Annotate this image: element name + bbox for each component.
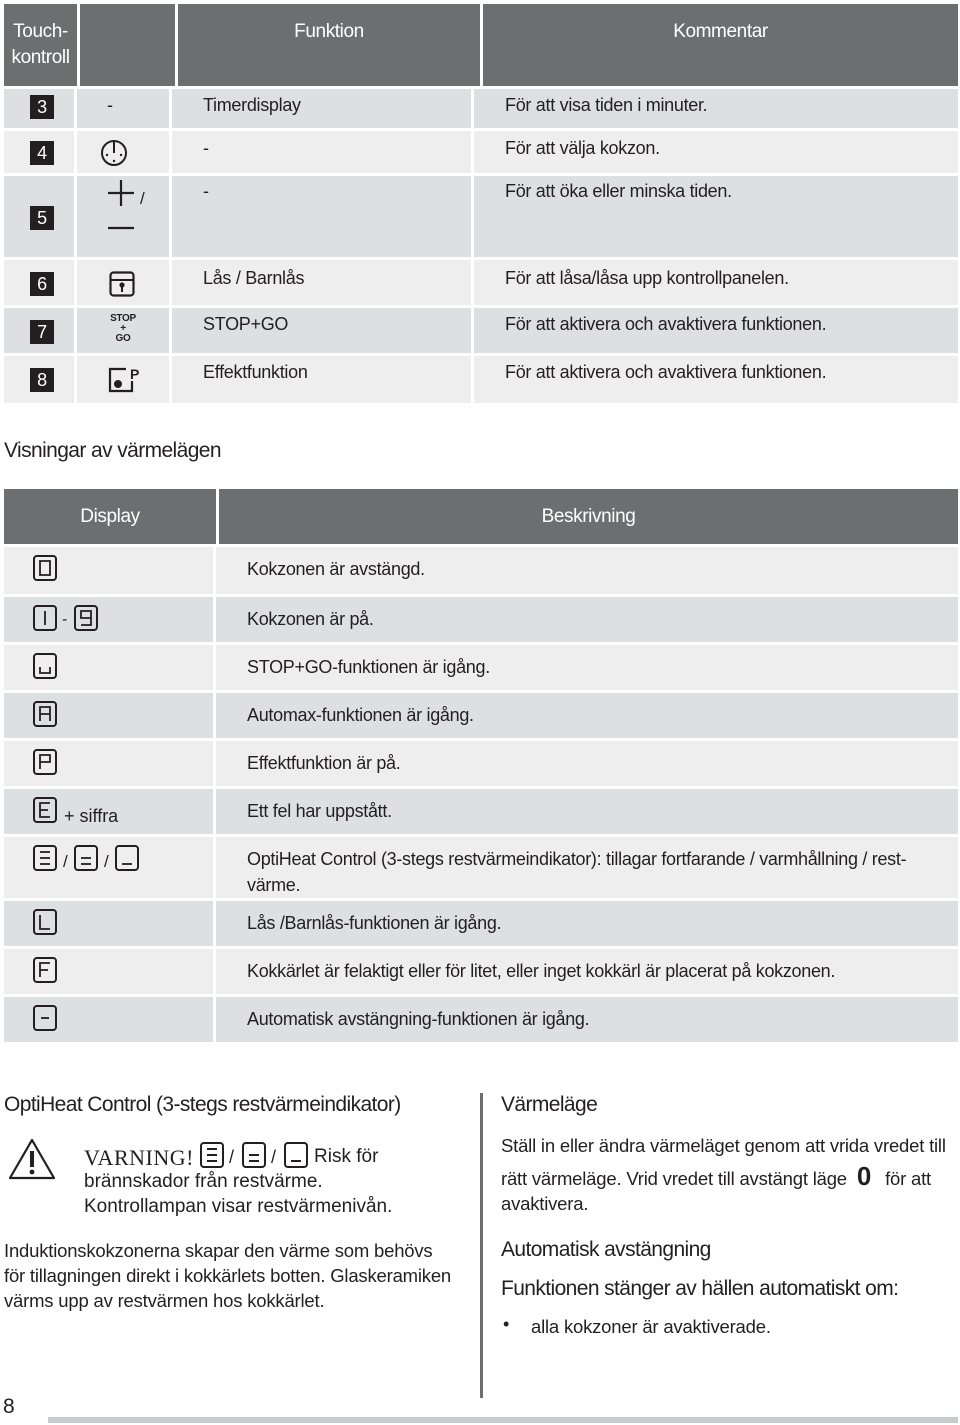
function-label: Effektfunktion — [203, 362, 308, 382]
dash-text: - — [107, 95, 113, 115]
lock-icon — [109, 271, 135, 297]
auto-off-subheading: Funktionen stänger av hällen automatiskt om: — [501, 1277, 899, 1300]
minus-icon — [107, 225, 135, 231]
range-separator: - — [62, 611, 68, 628]
paragraph-line: Induktionskokzonerna skapar den värme som behövs — [4, 1240, 433, 1261]
letter-p-display-icon — [33, 749, 57, 775]
function-label: STOP+GO — [203, 314, 289, 334]
comment-text: För att välja kokzon. — [505, 138, 660, 158]
bullet: • — [503, 1314, 510, 1334]
display-table-header — [4, 489, 958, 544]
slash-separator: / — [63, 852, 68, 871]
paragraph-text: för att — [885, 1168, 931, 1189]
header-funktion: Funktion — [178, 4, 480, 86]
auto-off-heading: Automatisk avstängning — [501, 1238, 711, 1261]
description-cell — [216, 547, 958, 594]
digit-9-display-icon — [74, 605, 98, 631]
row-number: 4 — [30, 141, 54, 165]
controls-table-header — [4, 4, 958, 86]
display-cell — [4, 547, 216, 594]
function-label: Timerdisplay — [203, 95, 301, 115]
row-number: 3 — [30, 95, 54, 119]
power-function-icon — [108, 367, 142, 393]
description-cell — [216, 597, 958, 642]
row-number: 7 — [30, 320, 54, 344]
comment-text: För att låsa/låsa upp kontrollpanelen. — [505, 268, 789, 288]
table-row — [4, 544, 958, 594]
description-cell — [216, 693, 958, 738]
residual-heat-high-icon — [200, 1142, 224, 1168]
paragraph-text: rätt värmeläge. Vrid vredet till avstängt läge — [501, 1168, 847, 1189]
table-row — [4, 128, 958, 173]
letter-a-display-icon — [33, 701, 57, 727]
stop-go-icon — [103, 314, 143, 344]
warning-triangle-icon — [8, 1138, 56, 1180]
table-row — [4, 353, 958, 403]
column-divider — [480, 1093, 483, 1398]
page-number: 8 — [3, 1395, 15, 1418]
row-number: 6 — [30, 272, 54, 296]
comment-text: För att öka eller minska tiden. — [505, 181, 732, 201]
description-text: Kokzonen är på. — [247, 609, 374, 629]
letter-l-display-icon — [33, 909, 57, 935]
paragraph-line — [501, 1161, 958, 1191]
display-cell — [4, 997, 216, 1042]
header-beskrivning: Beskrivning — [219, 489, 958, 544]
paragraph-line: värms upp av restvärmen hos kokkärlet. — [4, 1290, 325, 1311]
description-cell — [216, 645, 958, 690]
stop-go-line: + — [120, 323, 126, 334]
description-text: Automatisk avstängning-funktionen är igång. — [247, 1009, 590, 1029]
description-text: Ett fel har uppstått. — [247, 801, 392, 821]
table-row — [4, 898, 958, 946]
display-cell — [4, 645, 216, 690]
function-label: - — [203, 138, 209, 158]
timer-clock-icon — [99, 138, 129, 168]
comment-text: För att aktivera och avaktivera funktionen. — [505, 314, 827, 334]
residual-heat-low-icon — [115, 845, 139, 871]
slash-separator: / — [140, 189, 145, 208]
stop-go-line: GO — [115, 333, 131, 344]
zero-symbol: 0 — [856, 1161, 872, 1191]
residual-heat-high-icon — [33, 845, 57, 871]
section-heading: Visningar av värmelägen — [4, 439, 221, 462]
paragraph-line: för tillagningen direkt i kokkärlets botten. Glaskeramiken — [4, 1265, 452, 1286]
function-label: Lås / Barnlås — [203, 268, 305, 288]
table-row — [4, 690, 958, 738]
table-row — [4, 834, 958, 898]
digit-0-display-icon — [33, 555, 57, 581]
stop-go-line: STOP — [110, 313, 136, 324]
description-text: Lås /Barnlås-funktionen är igång. — [247, 913, 502, 933]
display-cell — [4, 741, 216, 786]
warning-block — [84, 1140, 474, 1230]
residual-heat-mid-icon — [242, 1142, 266, 1168]
description-text: Kokzonen är avstängd. — [247, 559, 425, 579]
slash-separator: / — [104, 852, 109, 871]
warning-text: Kontrollampan visar restvärmenivån. — [84, 1196, 393, 1217]
description-text: Automax-funktionen är igång. — [247, 705, 474, 725]
header-display: Display — [4, 489, 216, 544]
display-table — [4, 489, 958, 1042]
description-cell — [216, 741, 958, 786]
display-cell — [4, 901, 216, 946]
description-cell — [216, 789, 958, 834]
warning-text: brännskador från restvärme. — [84, 1171, 323, 1192]
warning-label: VARNING! — [84, 1145, 194, 1170]
varmelage-paragraph — [501, 1133, 958, 1216]
table-row — [4, 738, 958, 786]
display-suffix: + siffra — [64, 806, 119, 826]
plus-icon — [107, 179, 135, 207]
header-touchkontroll: Touch- kontroll — [4, 4, 77, 86]
description-text: OptiHeat Control (3-stegs restvärmeindikator): tillagar fortfarande / varmhållning / rest- värme. — [247, 849, 907, 895]
description-text: Effektfunktion är på. — [247, 753, 401, 773]
paragraph-line: avaktivera. — [501, 1193, 589, 1214]
varmelage-heading: Värmeläge — [501, 1093, 598, 1116]
display-cell — [4, 837, 216, 898]
paragraph-line: Ställ in eller ändra värmeläget genom att vrida vredet till — [501, 1135, 946, 1156]
row-number: 8 — [30, 368, 54, 392]
description-cell — [216, 997, 958, 1042]
display-cell — [4, 789, 216, 834]
power-letter: P — [130, 366, 140, 382]
warning-text: Risk för — [314, 1146, 379, 1167]
induction-paragraph — [4, 1238, 474, 1313]
header-empty — [80, 4, 175, 86]
comment-text: För att visa tiden i minuter. — [505, 95, 708, 115]
description-cell — [216, 901, 958, 946]
digit-1-display-icon — [33, 605, 57, 631]
footer-bar — [48, 1417, 958, 1423]
letter-u-display-icon — [33, 653, 57, 679]
row-number: 5 — [30, 206, 54, 230]
table-row — [4, 994, 958, 1042]
table-row — [4, 305, 958, 353]
slash-separator: / — [229, 1147, 235, 1167]
letter-f-display-icon — [33, 957, 57, 983]
controls-table — [4, 4, 958, 403]
slash-separator: / — [271, 1147, 277, 1167]
function-label: - — [203, 181, 209, 201]
table-row — [4, 786, 958, 834]
description-cell — [216, 837, 958, 898]
display-cell — [4, 597, 216, 642]
optiheat-heading: OptiHeat Control (3-stegs restvärmeindikator) — [4, 1093, 401, 1116]
comment-text: För att aktivera och avaktivera funktionen. — [505, 362, 827, 382]
table-row — [4, 594, 958, 642]
table-row — [4, 257, 958, 305]
display-cell — [4, 949, 216, 994]
residual-heat-mid-icon — [74, 845, 98, 871]
display-cell — [4, 693, 216, 738]
letter-e-display-icon — [33, 797, 57, 823]
table-row — [4, 946, 958, 994]
table-row — [4, 173, 958, 257]
residual-heat-low-icon — [284, 1142, 308, 1168]
description-text: Kokkärlet är felaktigt eller för litet, eller inget kokkärl är placerat på kokzonen. — [247, 961, 836, 981]
table-row — [4, 86, 958, 128]
bullet-text: alla kokzoner är avaktiverade. — [531, 1316, 771, 1337]
header-kommentar: Kommentar — [483, 4, 958, 86]
table-row — [4, 642, 958, 690]
dash-display-icon — [33, 1005, 57, 1031]
description-text: STOP+GO-funktionen är igång. — [247, 657, 490, 677]
description-cell — [216, 949, 958, 994]
